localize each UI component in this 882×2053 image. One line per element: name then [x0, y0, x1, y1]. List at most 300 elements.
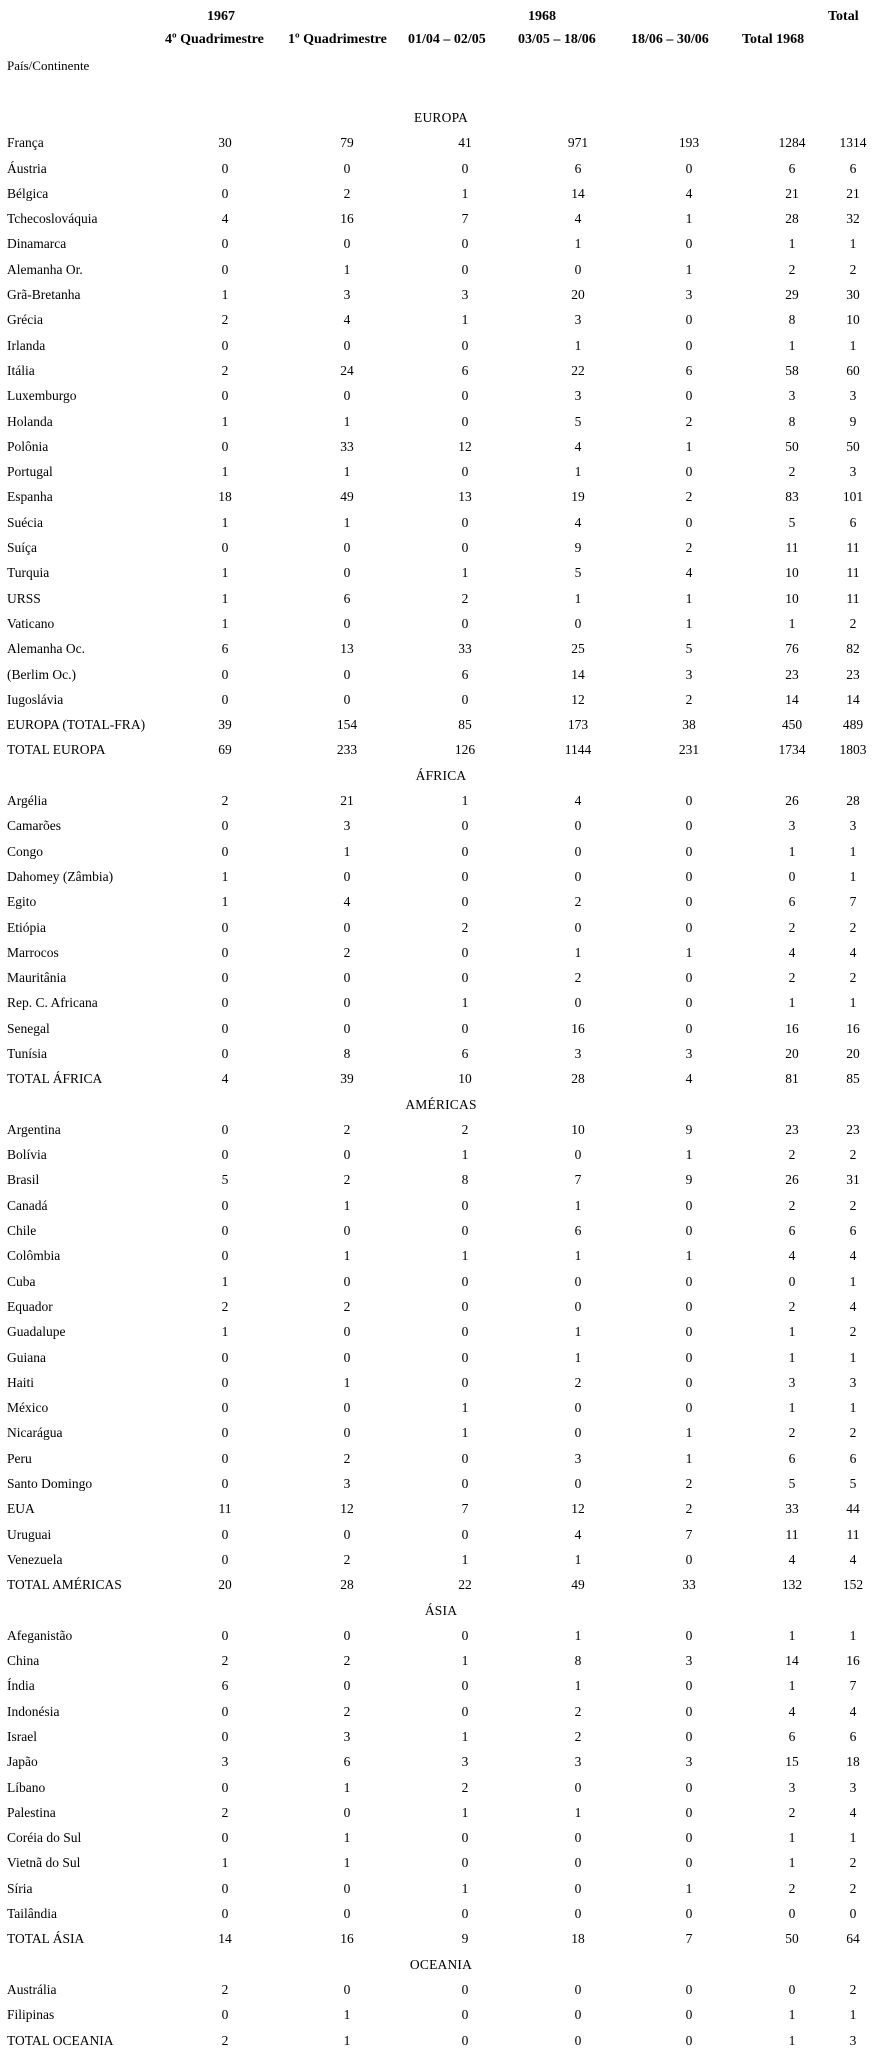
country-name: Colômbia — [7, 1248, 61, 1264]
country-name: Coréia do Sul — [7, 1830, 82, 1846]
value-cell: 0 — [343, 1526, 351, 1542]
value-cell: 1 — [221, 1273, 229, 1289]
value-cell: 1 — [461, 185, 469, 201]
value-cell: 31 — [846, 1172, 860, 1188]
table-row — [0, 358, 882, 383]
value-cell: 0 — [221, 185, 229, 201]
value-cell: 0 — [685, 1324, 693, 1340]
col-period-jun: 18/06 – 30/06 — [631, 32, 709, 47]
value-cell: 1 — [461, 1400, 469, 1416]
value-cell: 1 — [461, 995, 469, 1011]
value-cell: 0 — [343, 1880, 351, 1896]
value-cell: 0 — [343, 615, 351, 631]
value-cell: 7 — [849, 894, 857, 910]
value-cell: 101 — [842, 489, 864, 505]
value-cell: 4 — [685, 185, 693, 201]
value-cell: 18 — [846, 1754, 860, 1770]
value-cell: 0 — [685, 995, 693, 1011]
value-cell: 0 — [574, 1298, 582, 1314]
value-cell: 11 — [785, 540, 799, 556]
value-cell: 0 — [343, 1349, 351, 1365]
value-cell: 50 — [785, 1931, 799, 1947]
value-cell: 0 — [221, 1400, 229, 1416]
table-row — [0, 813, 882, 838]
country-name: Bélgica — [7, 185, 49, 201]
table-row — [0, 1142, 882, 1167]
value-cell: 18 — [218, 489, 232, 505]
value-cell: 1 — [343, 514, 351, 530]
value-cell: 2 — [685, 691, 693, 707]
value-cell: 0 — [574, 1830, 582, 1846]
value-cell: 0 — [221, 1450, 229, 1466]
value-cell: 11 — [846, 590, 860, 606]
value-cell: 3 — [685, 1754, 693, 1770]
value-cell: 0 — [343, 1906, 351, 1922]
value-cell: 0 — [221, 1248, 229, 1264]
country-name: TOTAL EUROPA — [7, 742, 106, 758]
value-cell: 152 — [842, 1577, 864, 1593]
value-cell: 1 — [788, 1830, 796, 1846]
country-name: Alemanha Oc. — [7, 641, 85, 657]
value-cell: 3 — [849, 388, 857, 404]
table-row — [0, 1269, 882, 1294]
country-name: EUROPA (TOTAL-FRA) — [7, 717, 146, 733]
value-cell: 1 — [221, 1324, 229, 1340]
value-cell: 0 — [849, 1906, 857, 1922]
value-cell: 1 — [788, 2007, 796, 2023]
value-cell: 971 — [567, 135, 589, 151]
value-cell: 1 — [788, 1324, 796, 1340]
value-cell: 2 — [849, 919, 857, 935]
value-cell: 0 — [461, 514, 469, 530]
value-cell: 0 — [461, 868, 469, 884]
value-cell: 0 — [685, 793, 693, 809]
value-cell: 6 — [343, 1754, 351, 1770]
value-cell: 1803 — [839, 742, 867, 758]
value-cell: 2 — [343, 1653, 351, 1669]
value-cell: 1 — [788, 337, 796, 353]
country-name: Austrália — [7, 1981, 57, 1997]
value-cell: 9 — [849, 413, 857, 429]
table-row — [0, 1522, 882, 1547]
value-cell: 0 — [574, 1400, 582, 1416]
value-cell: 2 — [574, 970, 582, 986]
value-cell: 0 — [461, 1981, 469, 1997]
country-name: Brasil — [7, 1172, 40, 1188]
value-cell: 1 — [221, 615, 229, 631]
section-title: ÁFRICA — [415, 767, 467, 783]
table-row — [0, 1850, 882, 1875]
table-row — [0, 586, 882, 611]
value-cell: 10 — [571, 1121, 585, 1137]
value-cell: 0 — [221, 1627, 229, 1643]
value-cell: 0 — [461, 1197, 469, 1213]
table-row — [0, 889, 882, 914]
value-cell: 0 — [685, 919, 693, 935]
value-cell: 33 — [785, 1501, 799, 1517]
value-cell: 4 — [849, 1298, 857, 1314]
table-row — [0, 459, 882, 484]
country-name: Santo Domingo — [7, 1476, 93, 1492]
value-cell: 0 — [221, 1020, 229, 1036]
value-cell: 6 — [788, 160, 796, 176]
value-cell: 2 — [343, 1551, 351, 1567]
value-cell: 0 — [221, 540, 229, 556]
value-cell: 0 — [461, 2032, 469, 2048]
table-row — [0, 1041, 882, 1066]
value-cell: 3 — [685, 1045, 693, 1061]
value-cell: 2 — [221, 1298, 229, 1314]
value-cell: 0 — [461, 1273, 469, 1289]
value-cell: 0 — [685, 1830, 693, 1846]
value-cell: 0 — [221, 1197, 229, 1213]
value-cell: 0 — [685, 1298, 693, 1314]
country-name: Argentina — [7, 1121, 61, 1137]
value-cell: 1 — [788, 1349, 796, 1365]
value-cell: 1 — [849, 1400, 857, 1416]
value-cell: 0 — [461, 1450, 469, 1466]
value-cell: 0 — [221, 1121, 229, 1137]
table-row — [0, 1345, 882, 1370]
country-name: Senegal — [7, 1020, 50, 1036]
value-cell: 0 — [343, 565, 351, 581]
value-cell: 6 — [461, 362, 469, 378]
value-cell: 8 — [343, 1045, 351, 1061]
value-cell: 9 — [685, 1121, 693, 1137]
value-cell: 4 — [685, 1071, 693, 1087]
value-cell: 1 — [343, 261, 351, 277]
value-cell: 1 — [343, 464, 351, 480]
value-cell: 21 — [785, 185, 799, 201]
table-row — [0, 2002, 882, 2027]
value-cell: 1 — [788, 1855, 796, 1871]
data-table — [0, 105, 882, 2053]
value-cell: 7 — [849, 1678, 857, 1694]
value-cell: 1 — [685, 1450, 693, 1466]
value-cell: 1 — [685, 1425, 693, 1441]
table-row — [0, 130, 882, 155]
value-cell: 3 — [849, 1779, 857, 1795]
value-cell: 0 — [343, 691, 351, 707]
value-cell: 3 — [788, 818, 796, 834]
value-cell: 0 — [685, 514, 693, 530]
value-cell: 38 — [682, 717, 696, 733]
country-name: TOTAL OCEANIA — [7, 2032, 114, 2048]
value-cell: 3 — [461, 1754, 469, 1770]
value-cell: 11 — [846, 540, 860, 556]
value-cell: 0 — [461, 413, 469, 429]
value-cell: 0 — [685, 2007, 693, 2023]
value-cell: 0 — [574, 1273, 582, 1289]
table-row — [0, 1167, 882, 1192]
table-row — [0, 1420, 882, 1445]
value-cell: 0 — [461, 1020, 469, 1036]
value-cell: 0 — [685, 1223, 693, 1239]
value-cell: 29 — [785, 287, 799, 303]
table-row — [0, 535, 882, 560]
value-cell: 1 — [788, 1627, 796, 1643]
value-cell: 0 — [685, 2032, 693, 2048]
value-cell: 13 — [458, 489, 472, 505]
value-cell: 3 — [574, 1045, 582, 1061]
table-row — [0, 1319, 882, 1344]
value-cell: 23 — [785, 666, 799, 682]
value-cell: 41 — [458, 135, 472, 151]
value-cell: 0 — [461, 1830, 469, 1846]
value-cell: 5 — [788, 1476, 796, 1492]
value-cell: 0 — [574, 2007, 582, 2023]
table-row — [0, 1496, 882, 1521]
value-cell: 2 — [849, 615, 857, 631]
value-cell: 233 — [336, 742, 358, 758]
value-cell: 0 — [343, 540, 351, 556]
value-cell: 16 — [340, 211, 354, 227]
country-name: Peru — [7, 1450, 32, 1466]
value-cell: 2 — [685, 1501, 693, 1517]
value-cell: 0 — [685, 1855, 693, 1871]
value-cell: 0 — [221, 995, 229, 1011]
value-cell: 6 — [849, 514, 857, 530]
value-cell: 1 — [461, 1804, 469, 1820]
value-cell: 3 — [574, 1450, 582, 1466]
table-row — [0, 1243, 882, 1268]
value-cell: 5 — [685, 641, 693, 657]
table-row — [0, 383, 882, 408]
table-row — [0, 1775, 882, 1800]
value-cell: 6 — [788, 894, 796, 910]
value-cell: 489 — [842, 717, 864, 733]
value-cell: 0 — [221, 1729, 229, 1744]
value-cell: 4 — [849, 944, 857, 960]
value-cell: 16 — [846, 1020, 860, 1036]
value-cell: 49 — [571, 1577, 585, 1593]
value-cell: 0 — [685, 1349, 693, 1365]
value-cell: 0 — [343, 1804, 351, 1820]
table-row — [0, 864, 882, 889]
table-row — [0, 206, 882, 231]
value-cell: 9 — [461, 1931, 469, 1947]
value-cell: 1 — [343, 2007, 351, 2023]
value-cell: 1 — [343, 843, 351, 859]
value-cell: 0 — [574, 1425, 582, 1441]
value-cell: 1734 — [778, 742, 806, 758]
value-cell: 1 — [343, 1197, 351, 1213]
value-cell: 0 — [461, 1349, 469, 1365]
value-cell: 0 — [788, 868, 796, 884]
value-cell: 1 — [461, 1147, 469, 1163]
value-cell: 1 — [574, 1248, 582, 1264]
section-title: ÁSIA — [424, 1602, 458, 1618]
value-cell: 0 — [574, 995, 582, 1011]
value-cell: 0 — [574, 1779, 582, 1795]
value-cell: 1 — [574, 1197, 582, 1213]
value-cell: 0 — [685, 236, 693, 252]
country-name: Indonésia — [7, 1703, 60, 1719]
value-cell: 154 — [336, 717, 358, 733]
value-cell: 1 — [685, 438, 693, 454]
country-name: Afeganistão — [7, 1627, 73, 1643]
year-1968-header: 1968 — [528, 9, 556, 24]
value-cell: 0 — [221, 438, 229, 454]
value-cell: 2 — [849, 1324, 857, 1340]
value-cell: 85 — [458, 717, 472, 733]
value-cell: 6 — [849, 1223, 857, 1239]
value-cell: 6 — [221, 641, 229, 657]
value-cell: 1 — [574, 590, 582, 606]
value-cell: 132 — [781, 1577, 803, 1593]
value-cell: 0 — [461, 1476, 469, 1492]
section-header-row — [0, 1598, 882, 1623]
value-cell: 6 — [574, 160, 582, 176]
value-cell: 0 — [221, 666, 229, 682]
value-cell: 0 — [685, 388, 693, 404]
value-cell: 2 — [788, 1880, 796, 1896]
value-cell: 5 — [574, 565, 582, 581]
value-cell: 0 — [221, 1551, 229, 1567]
country-name: TOTAL ÁFRICA — [7, 1071, 103, 1087]
value-cell: 1284 — [778, 135, 806, 151]
value-cell: 1 — [461, 312, 469, 328]
value-cell: 1 — [574, 1551, 582, 1567]
value-cell: 33 — [682, 1577, 696, 1593]
value-cell: 0 — [461, 1906, 469, 1922]
value-cell: 3 — [849, 464, 857, 480]
table-row — [0, 1218, 882, 1243]
value-cell: 2 — [221, 1804, 229, 1820]
section-header-row — [0, 105, 882, 130]
value-cell: 2 — [788, 464, 796, 480]
value-cell: 0 — [788, 1981, 796, 1997]
value-cell: 7 — [461, 211, 469, 227]
value-cell: 6 — [788, 1729, 796, 1744]
value-cell: 7 — [574, 1172, 582, 1188]
value-cell: 3 — [849, 2032, 857, 2048]
country-name: Venezuela — [7, 1551, 63, 1567]
value-cell: 2 — [685, 413, 693, 429]
value-cell: 6 — [849, 1729, 857, 1744]
value-cell: 4 — [574, 211, 582, 227]
country-name: TOTAL ÁSIA — [7, 1931, 85, 1947]
country-name: Filipinas — [7, 2007, 55, 2023]
value-cell: 8 — [461, 1172, 469, 1188]
value-cell: 9 — [685, 1172, 693, 1188]
value-cell: 1 — [849, 1273, 857, 1289]
value-cell: 1 — [461, 565, 469, 581]
value-cell: 6 — [461, 1045, 469, 1061]
value-cell: 0 — [343, 995, 351, 1011]
value-cell: 0 — [574, 2032, 582, 2048]
value-cell: 2 — [788, 1147, 796, 1163]
value-cell: 6 — [461, 666, 469, 682]
value-cell: 20 — [785, 1045, 799, 1061]
value-cell: 1 — [788, 2032, 796, 2048]
value-cell: 81 — [785, 1071, 799, 1087]
value-cell: 0 — [685, 312, 693, 328]
country-name: Palestina — [7, 1804, 56, 1820]
value-cell: 2 — [343, 1121, 351, 1137]
value-cell: 1 — [461, 1653, 469, 1669]
value-cell: 64 — [846, 1931, 860, 1947]
value-cell: 0 — [221, 1045, 229, 1061]
value-cell: 0 — [685, 1400, 693, 1416]
value-cell: 8 — [574, 1653, 582, 1669]
value-cell: 1 — [574, 1627, 582, 1643]
value-cell: 39 — [218, 717, 232, 733]
value-cell: 0 — [461, 1324, 469, 1340]
value-cell: 0 — [461, 1855, 469, 1871]
value-cell: 4 — [849, 1804, 857, 1820]
value-cell: 1 — [788, 1678, 796, 1694]
year-1967-header: 1967 — [207, 9, 235, 24]
table-row — [0, 257, 882, 282]
value-cell: 3 — [685, 666, 693, 682]
value-cell: 2 — [574, 1374, 582, 1390]
value-cell: 2 — [788, 1425, 796, 1441]
table-row — [0, 409, 882, 434]
value-cell: 0 — [343, 160, 351, 176]
section-header-row — [0, 763, 882, 788]
value-cell: 3 — [685, 287, 693, 303]
country-name: Síria — [7, 1880, 33, 1896]
table-row — [0, 1193, 882, 1218]
value-cell: 0 — [461, 1298, 469, 1314]
col-4-quadrimestre-1967: 4º Quadrimestre — [165, 32, 264, 47]
value-cell: 18 — [571, 1931, 585, 1947]
table-row — [0, 1800, 882, 1825]
value-cell: 0 — [685, 1551, 693, 1567]
value-cell: 4 — [574, 793, 582, 809]
country-name: Holanda — [7, 413, 53, 429]
table-row — [0, 687, 882, 712]
value-cell: 6 — [574, 1223, 582, 1239]
value-cell: 1 — [343, 2032, 351, 2048]
value-cell: 11 — [846, 565, 860, 581]
value-cell: 1 — [461, 1880, 469, 1896]
value-cell: 1314 — [839, 135, 867, 151]
value-cell: 4 — [221, 1071, 229, 1087]
table-row — [0, 1395, 882, 1420]
value-cell: 21 — [846, 185, 860, 201]
value-cell: 4 — [221, 211, 229, 227]
country-name: Nicarágua — [7, 1425, 63, 1441]
value-cell: 1 — [849, 868, 857, 884]
value-cell: 21 — [340, 793, 354, 809]
value-cell: 3 — [343, 1476, 351, 1492]
table-row — [0, 1977, 882, 2002]
value-cell: 7 — [685, 1526, 693, 1542]
value-cell: 2 — [685, 489, 693, 505]
value-cell: 2 — [343, 1298, 351, 1314]
value-cell: 6 — [788, 1450, 796, 1466]
value-cell: 1 — [849, 1627, 857, 1643]
value-cell: 3 — [849, 1374, 857, 1390]
country-name: Equador — [7, 1298, 53, 1314]
value-cell: 0 — [343, 1147, 351, 1163]
table-row — [0, 1471, 882, 1496]
value-cell: 49 — [340, 489, 354, 505]
value-cell: 12 — [571, 691, 585, 707]
value-cell: 3 — [574, 312, 582, 328]
table-row — [0, 434, 882, 459]
value-cell: 1 — [849, 1349, 857, 1365]
section-header-row — [0, 1092, 882, 1117]
value-cell: 2 — [849, 1855, 857, 1871]
value-cell: 3 — [788, 1779, 796, 1795]
value-cell: 25 — [571, 641, 585, 657]
value-cell: 1 — [685, 261, 693, 277]
value-cell: 26 — [785, 793, 799, 809]
value-cell: 24 — [340, 362, 354, 378]
